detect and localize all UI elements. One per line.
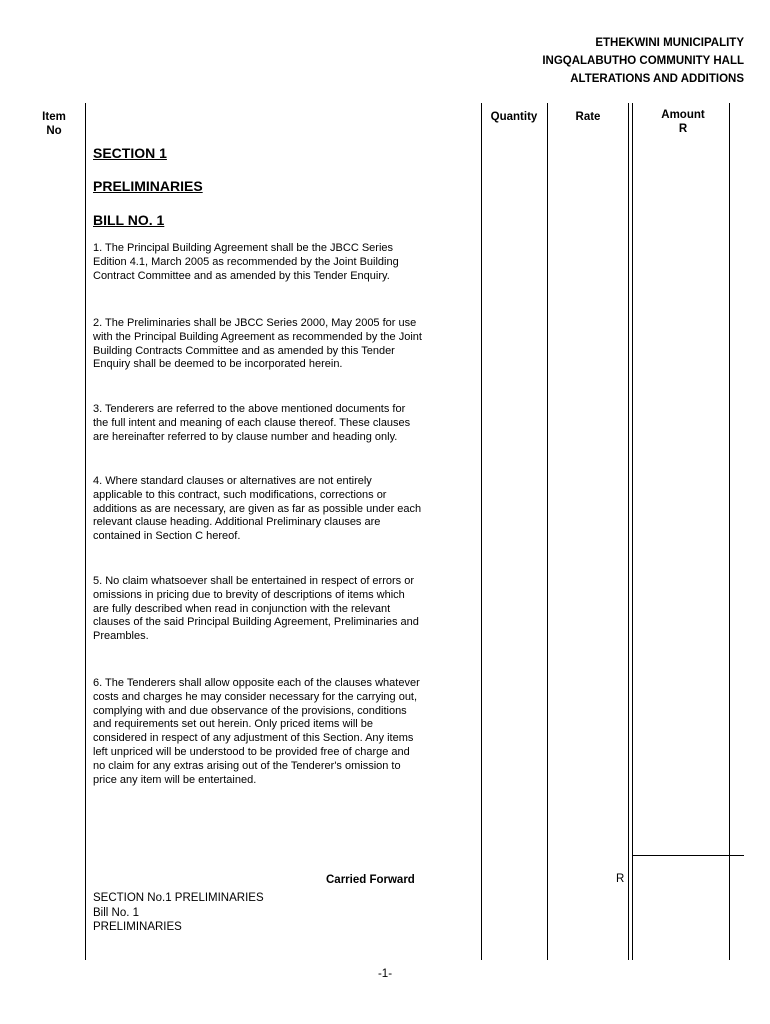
amount-heading-line1: Amount	[661, 109, 705, 121]
rate-heading: Rate	[575, 111, 601, 123]
description-column-rule	[481, 103, 482, 960]
currency-symbol: R	[616, 873, 625, 885]
item-no-heading	[34, 110, 74, 138]
header-description: ALTERATIONS AND ADDITIONS	[570, 73, 744, 85]
quantity-column-rule	[547, 103, 548, 960]
preliminaries-title: PRELIMINARIES	[93, 178, 203, 194]
page-number: -1-	[377, 968, 393, 980]
clause-6: 6. The Tenderers shall allow opposite each of the clauses whatever costs and charges he may consider necessary for the carrying out, complying with and due observance of the provisions, conditions and requirements set out herein. Only priced items will be considered in respect of any adjustment of this Section. Any items left unpriced will be understood to be provided free of charge and no claim for any extras arising out of the Tenderer's omission to price any item will be entertained.	[93, 677, 420, 786]
amount-heading-line2: R	[678, 123, 688, 135]
amount-heading	[636, 108, 730, 136]
clause-3: 3. Tenderers are referred to the above mentioned documents for the full intent and meaning of each clause thereof. These clauses are hereinafter referred to by clause number and heading only.	[93, 403, 411, 443]
clause-2: 2. The Preliminaries shall be JBCC Series 2000, May 2005 for use with the Principal Building Agreement as recommended by the Joint Building Contracts Committee and as amended by this Tender Enquiry shall be deemed to be incorporated herein.	[93, 317, 422, 371]
header-project: INGQALABUTHO COMMUNITY HALL	[542, 55, 744, 67]
section-summary: SECTION No.1 PRELIMINARIES	[93, 892, 264, 904]
header-municipality: ETHEKWINI MUNICIPALITY	[595, 37, 744, 49]
bill-title: BILL NO. 1	[93, 212, 165, 228]
amount-total-rule	[632, 855, 744, 856]
amount-column-rule	[729, 103, 730, 960]
carried-forward-label: Carried Forward	[326, 874, 415, 886]
rate-column-rule-a	[628, 103, 629, 960]
item-column-rule	[85, 103, 86, 960]
bill-summary-title: PRELIMINARIES	[93, 921, 182, 933]
clause-5: 5. No claim whatsoever shall be entertained in respect of errors or omissions in pricing due to brevity of descriptions of items which are fully described when read in conjunction with the relevant clauses of the said Principal Building Agreement, Preliminaries and Preambles.	[93, 575, 419, 643]
item-heading-line2: No	[46, 125, 62, 137]
clause-4: 4. Where standard clauses or alternatives are not entirely applicable to this contract, such modifications, corrections or additions as are necessary, are given as far as possible under each relevant clause heading. Additional Preliminary clauses are contained in Section C hereof.	[93, 475, 422, 543]
quantity-heading: Quantity	[490, 111, 538, 123]
bill-summary: Bill No. 1	[93, 907, 140, 919]
section-title: SECTION 1	[93, 145, 167, 161]
rate-column-rule-b	[632, 103, 633, 960]
item-heading-line1: Item	[42, 111, 66, 123]
clause-1: 1. The Principal Building Agreement shall be the JBCC Series Edition 4.1, March 2005 as recommended by the Joint Building Contract Committee and as amended by this Tender Enquiry.	[93, 242, 399, 282]
